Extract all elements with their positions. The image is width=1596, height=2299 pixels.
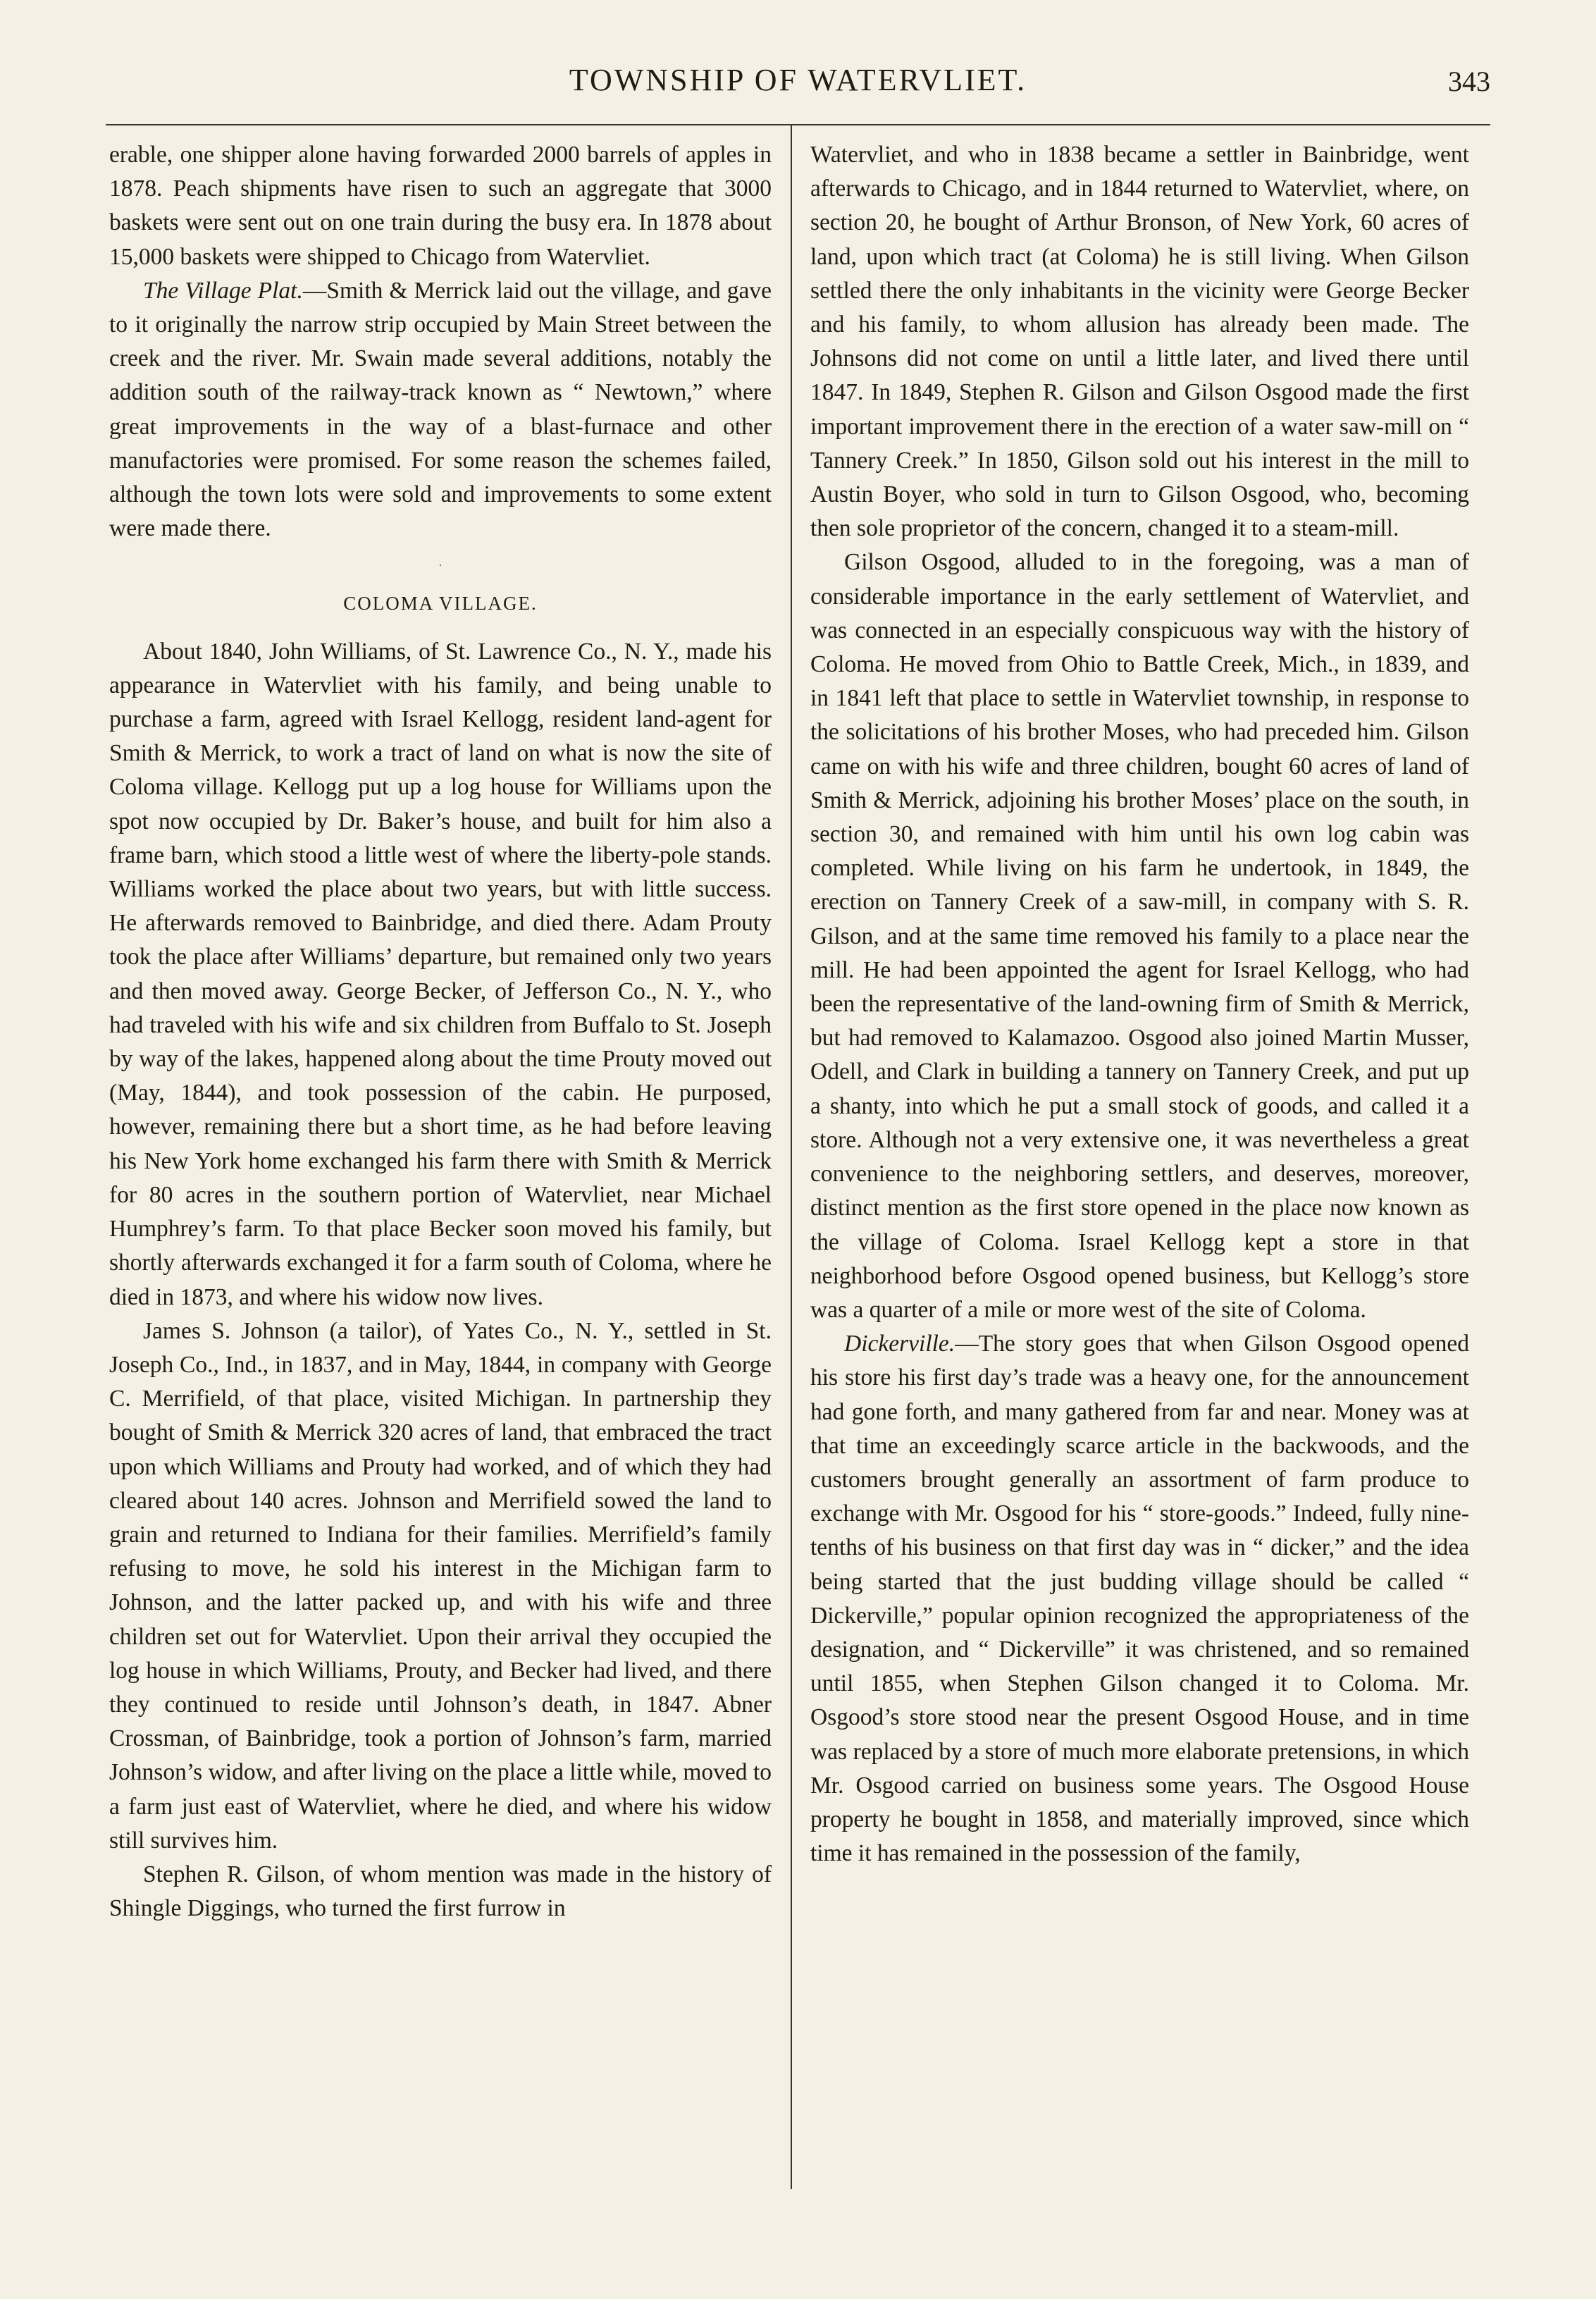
paragraph-dickerville [810,1327,1469,1870]
paragraph-text: —The story goes that when Gilson Osgood opened his store his first day’s trade was a heavy one, for the announcement had gone forth, and many gathered from far and near. Money was at that time an exceedingly scarce article in the backwoods, and the customers brought generally an assortment of farm produce to exchange with Mr. Osgood for his “ store-goods.” Indeed, fully nine-tenths of his business on that first day was in “ dicker,” and the idea being started that the just budding village should be called “ Dickerville,” popular opinion recognized the appropriateness of the designation, and “ Dickerville” it was christened, and so remained until 1855, when Stephen Gilson changed it to Coloma. Mr. Osgood’s store stood near the present Osgood House, and in time was replaced by a store of much more elaborate pretensions, in which Mr. Osgood carried on business some years. The Osgood House property he bought in 1858, and materially improved, since which time it has remained in the possession of the family, [810,1331,1469,1867]
paragraph: About 1840, John Williams, of St. Lawrence Co., N. Y., made his appearance in Watervliet with his family, and being unable to purchase a farm, agreed with Israel Kellogg, resident land-agent for Smith & Merrick, to work a tract of land on what is now the site of Coloma village. Kellogg put up a log house for Williams upon the spot now occupied by Dr. Baker’s house, and built for him also a frame barn, which stood a little west of where the liberty-pole stands. Williams worked the place about two years, but with little success. He afterwards removed to Bainbridge, and died there. Adam Prouty took the place after Williams’ departure, but remained only two years and then moved away. George Becker, of Jefferson Co., N. Y., who had traveled with his wife and six children from Buffalo to St. Joseph by way of the lakes, happened along about the time Prouty moved out (May, 1844), and took possession of the cabin. He purposed, however, remaining there but a short time, as he had before leaving his New York home exchanged his farm there with Smith & Merrick for 80 acres in the southern portion of Watervliet, near Michael Humphrey’s farm. To that place Becker soon moved his family, but shortly afterwards exchanged it for a farm south of Coloma, where he died in 1873, and where his widow now lives. [109,638,772,1310]
page-header [0,62,1596,111]
heading-mark: · [438,558,443,573]
paragraph-text: —Smith & Merrick laid out the village, and gave to it originally the narrow strip occupied by Main Street between the creek and the river. Mr. Swain made several additions, notably the addition south of the railway-track known as “ Newtown,” where great improvements in the way of a blast-furnace and other manufactories were promised. For some reason the schemes failed, although the town lots were sold and improvements to some extent were made there. [109,277,772,542]
paragraph: Stephen R. Gilson, of whom mention was made in the history of Shingle Diggings, who turned the first furrow in [109,1861,772,1922]
page-number: 343 [1448,66,1490,97]
column-divider [791,124,792,2189]
right-column [810,138,1469,1870]
section-heading: COLOMA VILLAGE. [343,593,538,615]
paragraph: Watervliet, and who in 1838 became a settler in Bainbridge, went afterwards to Chicago, and in 1844 returned to Watervliet, where, on section 20, he bought of Arthur Bronson, of New York, 60 acres of land, upon which tract (at Coloma) he is still living. When Gilson settled there the only inhabitants in the vicinity were George Becker and his family, to whom allusion has already been made. The Johnsons did not come on until a little later, and lived there until 1847. In 1849, Stephen R. Gilson and Gilson Osgood made the first important improvement there in the erection of a water saw-mill on “ Tannery Creek.” In 1850, Gilson sold out his interest in the mill to Austin Boyer, who sold in turn to Gilson Osgood, who, becoming then sole proprietor of the concern, changed it to a steam-mill. [810,142,1469,542]
running-title: TOWNSHIP OF WATERVLIET. [569,63,1027,97]
run-in-heading: Dickerville. [844,1331,955,1357]
paragraph: Gilson Osgood, alluded to in the foregoing, was a man of considerable importance in the early settlement of Watervliet, and was connected in an especially conspicuous way with the history of Coloma. He moved from Ohio to Battle Creek, Mich., in 1839, and in 1841 left that place to settle in Watervliet township, in response to the solicitations of his brother Moses, who had preceded him. Gilson came on with his wife and three children, bought 60 acres of land of Smith & Merrick, adjoining his brother Moses’ place on the south, in section 30, and remained with him until his own log cabin was completed. While living on his farm he undertook, in 1849, the erection on Tannery Creek of a saw-mill, in company with S. R. Gilson, and at the same time removed his family to a place near the mill. He had been appointed the agent for Israel Kellogg, who had been the representative of the land-owning firm of Smith & Merrick, but had removed to Kalamazoo. Osgood also joined Martin Musser, Odell, and Clark in building a tannery on Tannery Creek, and put up a shanty, into which he put a small stock of goods, and called it a store. Although not a very extensive one, it was nevertheless a great convenience to the neighboring settlers, and deserves, moreover, distinct mention as the first store opened in the place now known as the village of Coloma. Israel Kellogg kept a store in that neighborhood before Osgood opened business, but Kellogg’s store was a quarter of a mile or more west of the site of Coloma. [810,549,1469,1323]
run-in-heading: The Village Plat. [143,277,303,304]
paragraph-village-plat [109,274,772,546]
left-column [109,138,772,1925]
paragraph: erable, one shipper alone having forwarded 2000 barrels of apples in 1878. Peach shipments have risen to such an aggregate that 3000 baskets were sent out on one train during the busy era. In 1878 about 15,000 baskets were shipped to Chicago from Watervliet. [109,142,772,270]
header-rule [106,124,1490,125]
paragraph: James S. Johnson (a tailor), of Yates Co., N. Y., settled in St. Joseph Co., Ind., in 1837, and in May, 1844, in company with George C. Merrifield, of that place, visited Michigan. In partnership they bought of Smith & Merrick 320 acres of land, that embraced the tract upon which Williams and Prouty had worked, and of which they had cleared about 140 acres. Johnson and Merrifield sowed the land to grain and returned to Indiana for their families. Merrifield’s family refusing to move, he sold his interest in the Michigan farm to Johnson, and the latter packed up, and with his wife and three children set out for Watervliet. Upon their arrival they occupied the log house in which Williams, Prouty, and Becker had lived, and there they continued to reside until Johnson’s death, in 1847. Abner Crossman, of Bainbridge, took a portion of Johnson’s farm, married Johnson’s widow, and after living on the place a little while, moved to a farm just east of Watervliet, where he died, and where his widow still survives him. [109,1317,772,1854]
